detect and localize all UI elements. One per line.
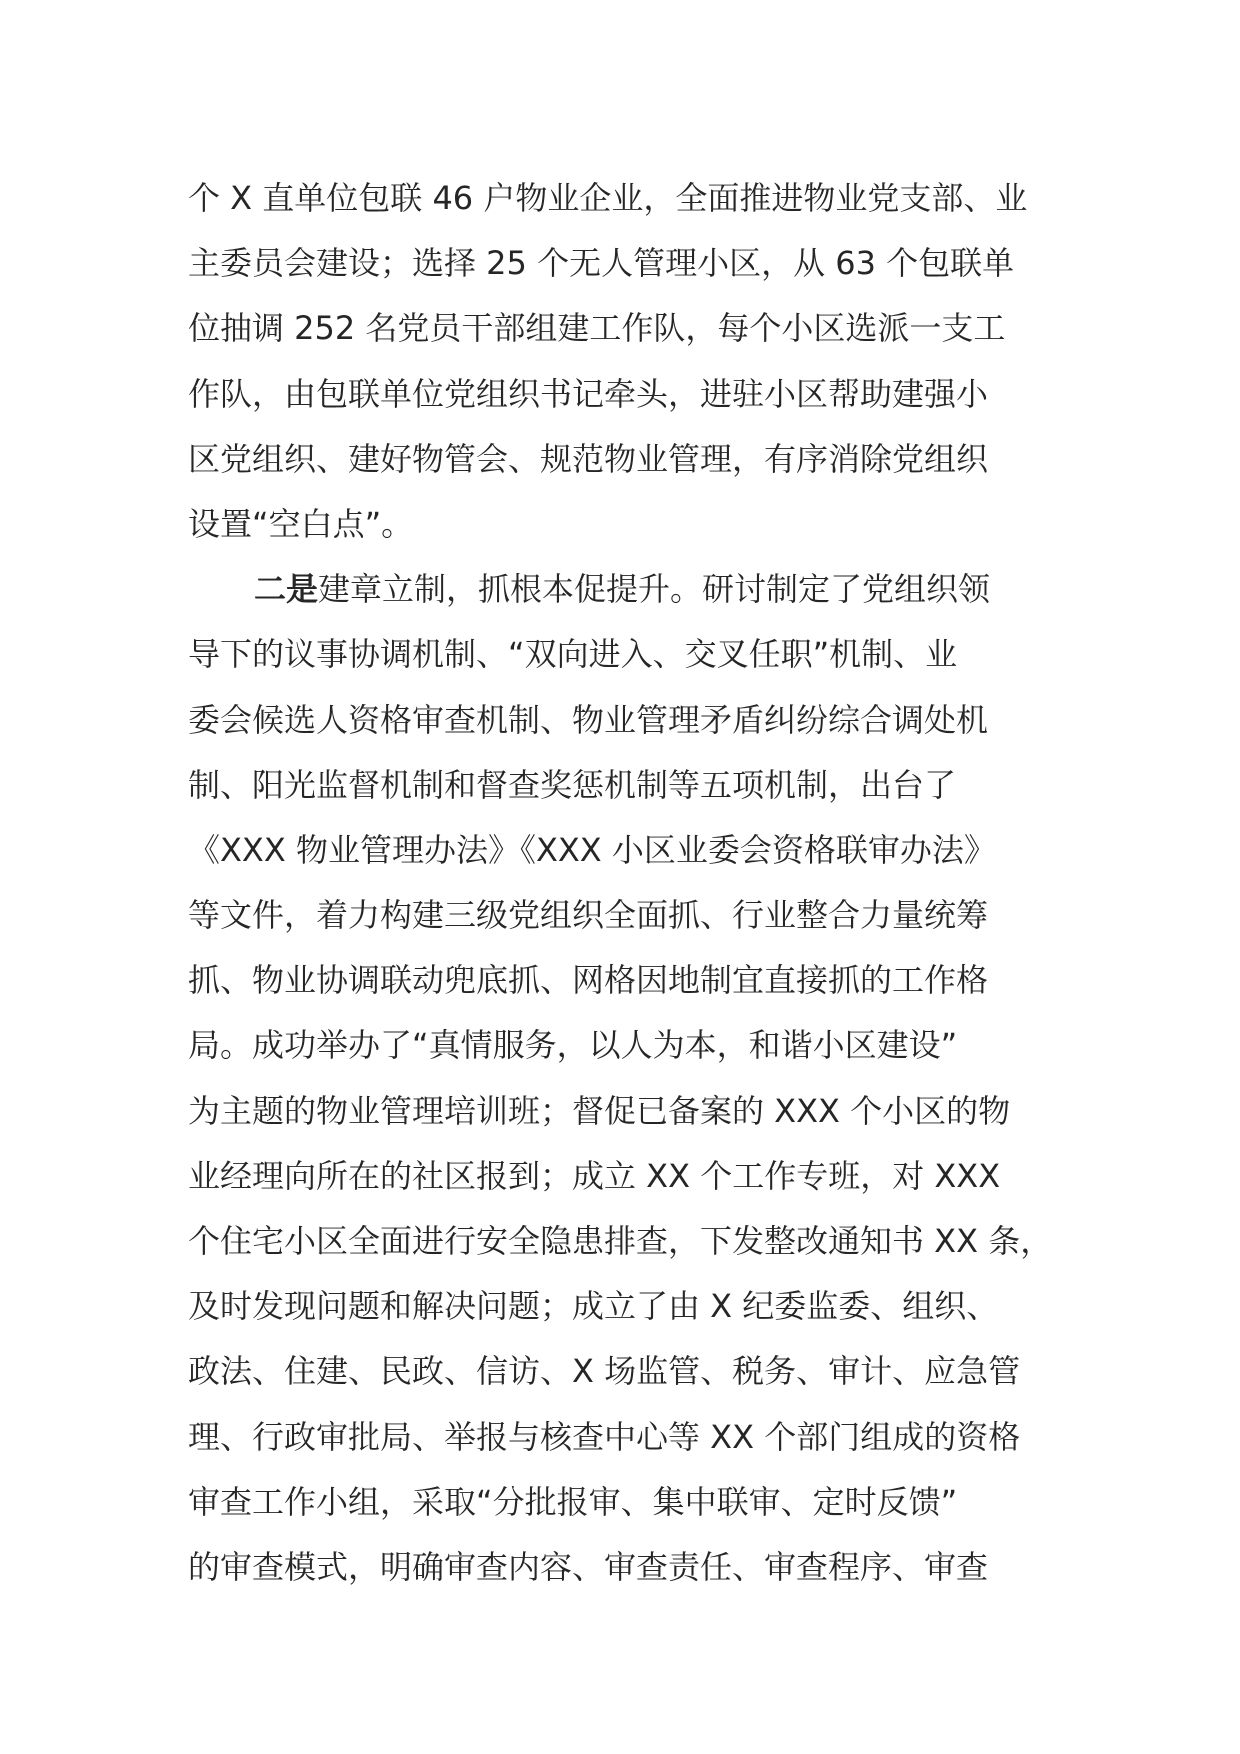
body-text [188,166,1088,1600]
text-line: 委会候选人资格审查机制、物业管理矛盾纠纷综合调处机 [188,700,989,739]
paragraph-first-line [188,557,1088,622]
text-line: 及时发现问题和解决问题；成立了由 X 纪委监委、组织、 [188,1287,999,1326]
text-line: 《XXX 物业管理办法》《XXX 小区业委会资格联审办法》 [188,830,996,869]
text-line: 政法、住建、民政、信访、X 场监管、税务、审计、应急管 [188,1352,1021,1391]
paragraph-2 [188,557,1088,1600]
text-line: 主委员会建设；选择 25 个无人管理小区，从 63 个包联单 [188,244,1015,283]
text-line: 局。成功举办了“真情服务，以人为本，和谐小区建设” [188,1026,958,1065]
text-line: 设置“空白点”。 [188,504,414,543]
text-line: 个 X 直单位包联 46 户物业企业，全面推进物业党支部、业 [188,179,1028,217]
text-line: 理、行政审批局、举报与核查中心等 XX 个部门组成的资格 [188,1417,1021,1456]
text-line: 作队，由包联单位党组织书记牵头，进驻小区帮助建强小 [188,374,989,413]
paragraph-lead-bold: 二是 [254,570,319,609]
text-line: 位抽调 252 名党员干部组建工作队，每个小区选派一支工 [188,309,1006,348]
text-line: 制、阳光监督机制和督查奖惩机制等五项机制，出台了 [188,765,957,804]
text-line: 审查工作小组，采取“分批报审、集中联审、定时反馈” [188,1482,958,1521]
paragraph-first-line-text: 建章立制，抓根本促提升。研讨制定了党组织领 [318,570,991,609]
text-line: 区党组织、建好物管会、规范物业管理，有序消除党组织 [188,439,989,478]
text-line: 业经理向所在的社区报到；成立 XX 个工作专班，对 XXX [188,1156,1001,1195]
text-line: 等文件，着力构建三级党组织全面抓、行业整合力量统筹 [188,896,989,935]
text-line: 的审查模式，明确审查内容、审查责任、审查程序、审查 [188,1547,989,1586]
text-line: 个住宅小区全面进行安全隐患排查，下发整改通知书 XX 条， [188,1222,1053,1260]
paragraph-1 [188,166,1088,557]
text-line: 抓、物业协调联动兜底抓、网格因地制宜直接抓的工作格 [188,961,989,1000]
text-line: 为主题的物业管理培训班；督促已备案的 XXX 个小区的物 [188,1091,1011,1130]
text-line: 导下的议事协调机制、“双向进入、交叉任职”机制、业 [188,635,958,674]
